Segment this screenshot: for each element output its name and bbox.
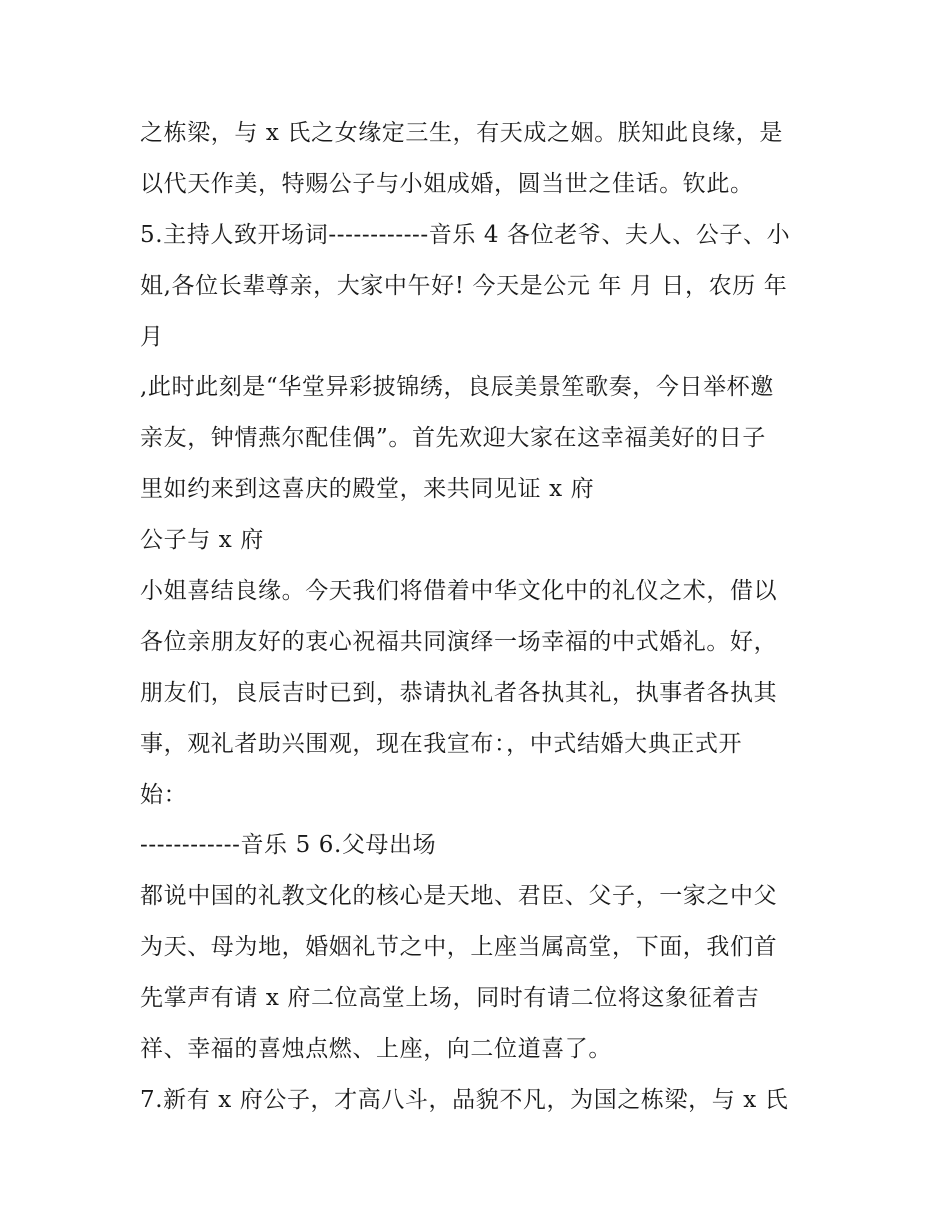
text-line: 各位亲朋友好的衷心祝福共同演绎一场幸福的中式婚礼。好， (140, 628, 778, 655)
text-line: 先掌声有请 x 府二位高堂上场，同时有请二位将这象征着吉 (140, 985, 760, 1012)
text-line: 为天、母为地，婚姻礼节之中，上座当属高堂，下面，我们首 (140, 934, 778, 961)
text-line: ,此时此刻是“华堂异彩披锦绣，良辰美景笙歌奏，今日举杯邀 (140, 374, 774, 401)
text-line: 事，观礼者助兴围观，现在我宣布：，中式结婚大典正式开 (140, 730, 743, 757)
text-line: 朋友们，良辰吉时已到，恭请执礼者各执其礼，执事者各执其 (140, 679, 778, 706)
text-line: 里如约来到这喜庆的殿堂，来共同见证 x 府 (140, 476, 595, 503)
text-line: 亲友，钟情燕尔配佳偶”。首先欢迎大家在这幸福美好的日子 (140, 425, 766, 452)
text-line: 之栋梁，与 x 氏之女缘定三生，有天成之姻。朕知此良缘，是 (140, 120, 783, 146)
text-line: 始： (140, 781, 188, 808)
text-line: 5.主持人致开场词------------音乐 4 各位老爷、夫人、公子、小 (140, 221, 791, 248)
document-body (140, 108, 830, 1126)
text-line: 都说中国的礼教文化的核心是天地、君臣、父子，一家之中父 (140, 883, 778, 910)
text-line: 小姐喜结良缘。今天我们将借着中华文化中的礼仪之术，借以 (140, 578, 778, 605)
text-line: 姐,各位长辈尊亲，大家中午好! 今天是公元 年 月 日，农历 年 (140, 272, 788, 299)
text-line: ------------音乐 5 6.父母出场 (140, 832, 437, 859)
text-line: 公子与 x 府 (140, 527, 264, 554)
text-line: 祥、幸福的喜烛点燃、上座，向二位道喜了。 (140, 1036, 612, 1063)
text-line: 以代天作美，特赐公子与小姐成婚，圆当世之佳话。钦此。 (140, 170, 754, 197)
text-line: 月 (140, 323, 164, 350)
text-line: 7.新有 x 府公子，才高八斗，品貌不凡，为国之栋梁，与 x 氏 (140, 1086, 789, 1113)
